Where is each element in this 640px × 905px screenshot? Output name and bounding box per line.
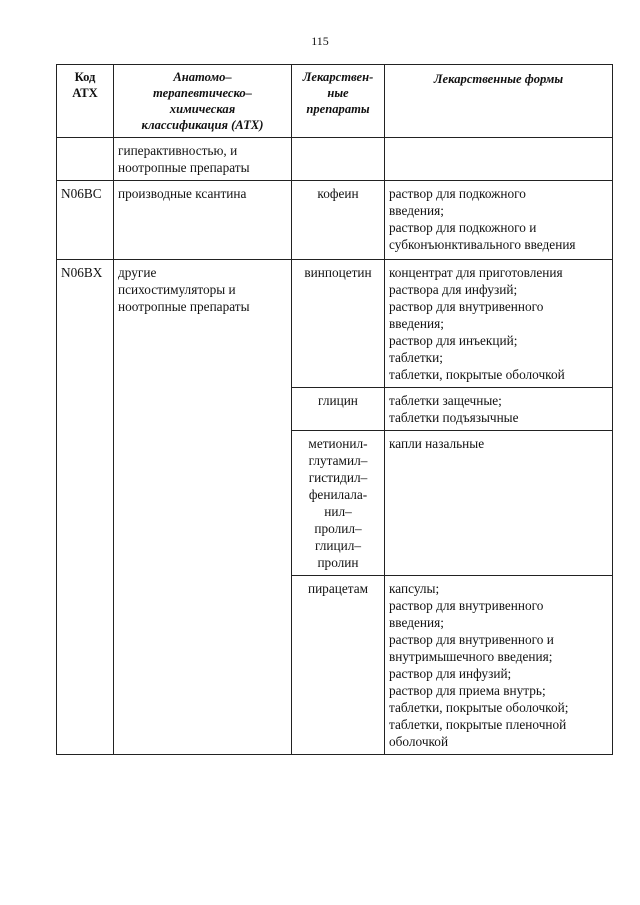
table-row-n06bx-vinpocetine <box>57 260 613 388</box>
cell-drug: глицин <box>292 388 385 431</box>
cell-drug-empty <box>292 138 385 181</box>
page-number: 115 <box>311 34 329 48</box>
table-header-row <box>57 65 613 138</box>
cell-drug: кофеин <box>292 181 385 260</box>
cell-forms-empty <box>385 138 613 181</box>
cell-drug: винпоцетин <box>292 260 385 388</box>
cell-code: N06BC <box>57 181 114 260</box>
cell-forms: капли назальные <box>385 431 613 576</box>
cell-drug: пирацетам <box>292 576 385 755</box>
table-row-continued <box>57 138 613 181</box>
header-drugs: Лекарствен- ные препараты <box>292 65 385 138</box>
table-row-n06bc <box>57 181 613 260</box>
atx-table <box>56 64 613 755</box>
header-forms: Лекарственные формы <box>385 65 613 138</box>
cell-classification: производные ксантина <box>114 181 292 260</box>
cell-classification: другие психостимуляторы и ноотропные препараты <box>114 260 292 755</box>
cell-forms: раствор для подкожного введения; раствор для подкожного и субконъюнктивального введения <box>385 181 613 260</box>
cell-forms: таблетки защечные; таблетки подъязычные <box>385 388 613 431</box>
cell-code: N06BX <box>57 260 114 755</box>
cell-forms: капсулы; раствор для внутривенного введения; раствор для внутривенного и внутримышечного введения; раствор для инфузий; раствор для приема внутрь; таблетки, покрытые оболочкой; таблетки, покрытые пленочной оболочкой <box>385 576 613 755</box>
cell-drug: метионил- глутамил– гистидил– фенилала- нил– пролил– глицил– пролин <box>292 431 385 576</box>
cell-forms: концентрат для приготовления раствора для инфузий; раствор для внутривенного введения; раствор для инъекций; таблетки; таблетки, покрытые оболочкой <box>385 260 613 388</box>
cell-classification: гиперактивностью, и ноотропные препараты <box>114 138 292 181</box>
cell-code-empty <box>57 138 114 181</box>
header-code: Код АТХ <box>57 65 114 138</box>
header-classification: Анатомо– терапевтическо– химическая классификация (АТХ) <box>114 65 292 138</box>
